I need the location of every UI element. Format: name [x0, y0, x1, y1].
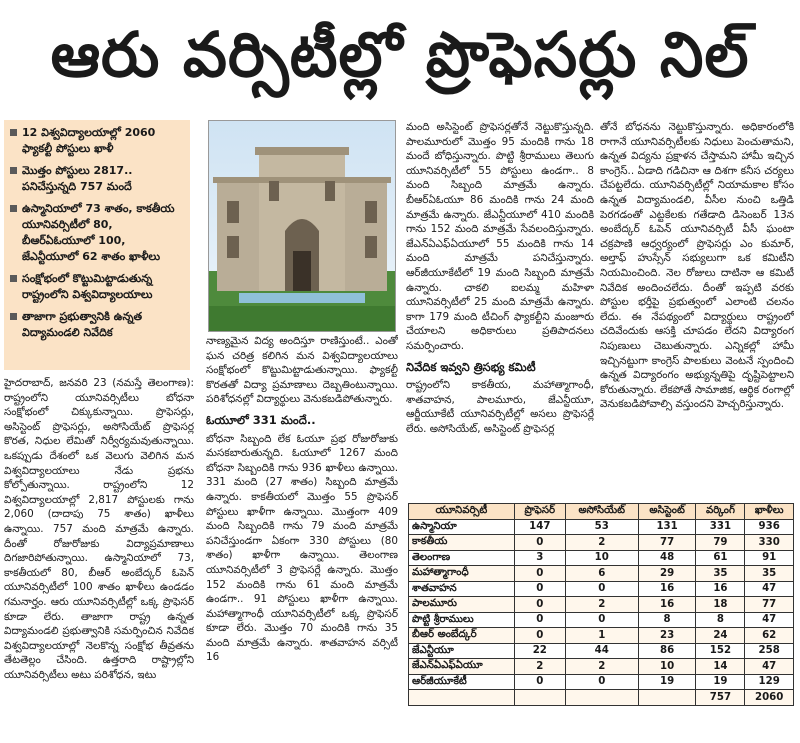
- vacancy-count: 47: [745, 581, 794, 597]
- professor-count: 0: [514, 581, 565, 597]
- vacancy-count: 47: [745, 659, 794, 675]
- bullet-square-icon: [10, 167, 17, 174]
- highlight-text: సంక్షోభంలో కొట్టుమిట్టాడుతున్న రాష్ట్రంలోని విశ్వవిద్యాలయాలు: [22, 272, 153, 301]
- associate-count: 10: [565, 550, 638, 566]
- highlight-text: మొత్తం పోస్టులు 2817.. పనిచేస్తున్నది 757 మందే: [22, 164, 133, 193]
- assistant-count: 29: [638, 566, 696, 582]
- vacancy-count: 35: [745, 566, 794, 582]
- vacancy-count: 129: [745, 674, 794, 690]
- vacancy-count: 330: [745, 535, 794, 551]
- assistant-count: 16: [638, 581, 696, 597]
- article-column-2: [206, 334, 398, 740]
- table-row: [409, 597, 794, 613]
- article-paragraph: నాణ్యమైన విద్య అందిస్తూ రాణిస్తుంటే.. ఎంతో ఘన చరిత్ర కలిగిన మన విశ్వవిద్యాలయాలు సంక్షోభంలో కొట్టుమిట్టాడుతున్నాయి. ఫ్యాకల్టీ కొరతతో విద్యా ప్రమాణాలు దెబ్బతింటున్నాయి. పరిశోధనల్లో విద్యార్థులు వెనుకబడిపోతున్నారు.: [206, 335, 398, 406]
- highlights-box: [4, 120, 190, 370]
- table-row: [409, 612, 794, 628]
- vacancy-count: 258: [745, 643, 794, 659]
- table-row: [409, 643, 794, 659]
- column-header: యూనివర్సిటీ: [409, 504, 515, 520]
- associate-count: 2: [565, 597, 638, 613]
- total-working: 757: [696, 690, 745, 706]
- table-row: [409, 535, 794, 551]
- working-count: 35: [696, 566, 745, 582]
- article-paragraph: మంది అసిస్టెంట్ ప్రొఫెసర్లతోనే నెట్టుకొస్తున్నది. పాలమూరులో మొత్తం 95 మందికి గాను 18 మందే బోధిస్తున్నారు. పొట్టి శ్రీరాములు తెలుగు యూనివర్సిటీలో 55 పోస్టులు ఉండగా.. 8 మంది సిబ్బంది మాత్రమే ఉన్నారు. బీఆర్‌ఏఓయూ 86 మందికి గాను 24 మంది మాత్రమే ఉన్నారు. జేఎన్టీయూలో 410 మందికి గాను 152 మంది మాత్రమే సేవలందిస్తున్నారు. జేఎన్‌ఏఎఫ్‌ఏయూలో 55 మందికి గాను 14 మంది మాత్రమే పనిచేస్తున్నారు. ఆర్‌జీయూకేటీలో 19 మంది సిబ్బంది మాత్రమే ఉన్నారు. చాకలి ఐలమ్మ మహిళా యూనివర్సిటీలో 25 మంది మాత్రమే ఉన్నారు. కాగా 179 మంది టీచింగ్ ఫ్యాకల్టీని మంజూరు చేయాలని అధికారులు ప్రతిపాదనలు సమర్పించారు.: [406, 121, 594, 352]
- university-name: తెలంగాణ: [409, 550, 515, 566]
- highlight-item: [8, 271, 184, 303]
- bullet-square-icon: [10, 275, 17, 282]
- vacancy-count: 936: [745, 519, 794, 535]
- highlight-item: [8, 201, 184, 265]
- assistant-count: 131: [638, 519, 696, 535]
- associate-count: 0: [565, 581, 638, 597]
- working-count: 18: [696, 597, 745, 613]
- headline: ఆరు వర్సిటీల్లో ప్రొఫెసర్లు నిల్: [50, 18, 750, 91]
- assistant-count: 8: [638, 612, 696, 628]
- professor-count: 147: [514, 519, 565, 535]
- table-row: [409, 581, 794, 597]
- associate-count: 1: [565, 628, 638, 644]
- vacancy-count: 77: [745, 597, 794, 613]
- university-name: పాలమూరు: [409, 597, 515, 613]
- vacancy-count: 62: [745, 628, 794, 644]
- osmania-building-image: [209, 121, 395, 331]
- total-cell: [638, 690, 696, 706]
- highlight-item: [8, 309, 184, 341]
- total-vacancies: 2060: [745, 690, 794, 706]
- article-paragraph: బోధనా సిబ్బంది లేక ఓయూ ప్రభ రోజురోజుకు మసకబారుతున్నది. ఓయూలో 1267 మంది బోధనా సిబ్బందికి గాను 936 ఖాళీలు ఉన్నాయి. 331 మంది (27 శాతం) సిబ్బంది మాత్రమే ఉన్నారు. కాకతీయలో మొత్తం 55 ప్రొఫెసర్ పోస్టులు ఖాళీగా ఉన్నాయి. మొత్తంగా 409 మంది సిబ్బందికి గాను 79 మంది మాత్రమే పనిచేస్తుండగా ఏకంగా 330 పోస్టులు (80 శాతం) ఖాళీగా ఉన్నాయి. తెలంగాణ యూనివర్సిటీలో 3 ప్రొఫెసర్లే ఉన్నారు. మొత్తం 152 మందికి గాను 61 మంది మాత్రమే ఉండగా.. 91 పోస్టులు ఖాళీగా ఉన్నాయి. మహాత్మాగాంధీ యూనివర్సిటీలో ఒక్క ప్రొఫెసర్ కూడా లేరు. మొత్తం 70 మందికి గాను 35 మంది మాత్రమే ఉన్నారు. శాతవాహన వర్సిటీ 16: [206, 432, 398, 664]
- assistant-count: 86: [638, 643, 696, 659]
- working-count: 8: [696, 612, 745, 628]
- highlight-item: [8, 125, 184, 157]
- table-total-row: [409, 690, 794, 706]
- university-name: మహాత్మాగాంధీ: [409, 566, 515, 582]
- university-name: జేఎన్టీయూ: [409, 643, 515, 659]
- article-column-1: [4, 376, 194, 740]
- highlight-text: తాజాగా ప్రభుత్వానికి ఉన్నత విద్యామండలి నివేదిక: [22, 310, 143, 339]
- working-count: 16: [696, 581, 745, 597]
- highlight-text: ఉస్మానియాలో 73 శాతం, కాకతీయ యూనివర్సిటీలో 80, బీఆర్‌ఏఓయూలో 100, జేఎన్టీయూలో 62 శాతం ఖాళీలు: [22, 202, 175, 263]
- column-header: అసోసియేట్: [565, 504, 638, 520]
- professor-count: 0: [514, 628, 565, 644]
- working-count: 152: [696, 643, 745, 659]
- table-row: [409, 550, 794, 566]
- table-row: [409, 519, 794, 535]
- table-row: [409, 674, 794, 690]
- working-count: 24: [696, 628, 745, 644]
- article-column-4: [600, 120, 794, 498]
- total-cell: [409, 690, 515, 706]
- working-count: 79: [696, 535, 745, 551]
- professor-count: 0: [514, 674, 565, 690]
- working-count: 331: [696, 519, 745, 535]
- professor-count: 2: [514, 659, 565, 675]
- associate-count: 6: [565, 566, 638, 582]
- university-name: ఉస్మానియా: [409, 519, 515, 535]
- associate-count: 44: [565, 643, 638, 659]
- total-cell: [514, 690, 565, 706]
- column-header: ప్రొఫెసర్: [514, 504, 565, 520]
- bullet-square-icon: [10, 129, 17, 136]
- associate-count: 0: [565, 612, 638, 628]
- column-header: అసిస్టెంట్: [638, 504, 696, 520]
- table-row: [409, 566, 794, 582]
- professor-count: 0: [514, 566, 565, 582]
- bullet-square-icon: [10, 205, 17, 212]
- column-header: ఖాళీలు: [745, 504, 794, 520]
- professor-count: 0: [514, 612, 565, 628]
- university-name: జేఎన్‌ఏఎఫ్‌ఏయూ: [409, 659, 515, 675]
- associate-count: 53: [565, 519, 638, 535]
- associate-count: 2: [565, 535, 638, 551]
- assistant-count: 10: [638, 659, 696, 675]
- table-row: [409, 659, 794, 675]
- university-name: పొట్టి శ్రీరాములు: [409, 612, 515, 628]
- vacancy-count: 47: [745, 612, 794, 628]
- assistant-count: 19: [638, 674, 696, 690]
- assistant-count: 77: [638, 535, 696, 551]
- working-count: 19: [696, 674, 745, 690]
- working-count: 61: [696, 550, 745, 566]
- working-count: 14: [696, 659, 745, 675]
- assistant-count: 16: [638, 597, 696, 613]
- professor-count: 0: [514, 535, 565, 551]
- university-name: శాతవాహన: [409, 581, 515, 597]
- article-paragraph: రాష్ట్రంలోని కాకతీయ, మహాత్మాగాంధీ, శాతవాహన, పాలమూరు, జేఎన్టీయూ, ఆర్జీయూకేటీ యూనివర్సిటీల్లో అసలు ప్రొఫెసర్లే లేరు. అసోసియేట్, అసిస్టెంట్ ప్రొఫెసర్ల: [406, 379, 594, 435]
- professor-count: 3: [514, 550, 565, 566]
- assistant-count: 23: [638, 628, 696, 644]
- subheading: నివేదిక ఇవ్వని త్రిసభ్య కమిటీ: [406, 359, 536, 374]
- university-name: కాకతీయ: [409, 535, 515, 551]
- highlight-item: [8, 163, 184, 195]
- vacancy-count: 91: [745, 550, 794, 566]
- professor-count: 22: [514, 643, 565, 659]
- article-paragraph: తోనే బోధనను నెట్టుకొస్తున్నారు. అధికారంలోకి రాగానే యూనివర్సిటీలకు నిధులు పెంచుతామని, ఉన్నత విద్యను ప్రక్షాళన చేస్తామని హామీ ఇచ్చిన కాంగ్రెస్.. ఏడాది గడిచినా ఆ దిశగా కనీస చర్యలు చేపట్టలేదు. యూనివర్సిటీల్లో నియామకాల కోసం ఉన్నత విద్యామండలి, వీసీల నుంచి ఒత్తిడి పెరగడంతో ఎట్టకేలకు గతేడాది డిసెంబర్ 13న అంబేద్కర్ ఓపెన్ యూనివర్సిటీ వీసీ ఘంటా చక్రపాణి ఆధ్వర్యంలో ప్రొఫెసర్లు ఎం కుమార్, అల్తాఫ్ హుస్సేన్ సభ్యులుగా ఒక కమిటీని నియమించింది. నెల రోజులు దాటినా ఆ కమిటీ నివేదిక అందించలేదు. దీంతో ఇప్పటి వరకు పోస్టుల భర్తీపై ప్రభుత్వంలో ఎలాంటి చలనం లేదు. ఈ నేపథ్యంలో విద్యార్థులు రాష్ట్రంలో చదివేందుకు ఆసక్తి చూపడం లేదని విద్యారంగ నిపుణులు చెబుతున్నారు. ఎన్నికల్లో హామీ ఇచ్చినట్టుగా కాంగ్రెస్ పాలకులు వెంటనే స్పందించి ఉన్నత విద్యారంగం అభ్యున్నతిపై దృష్టిపెట్టాలని కోరుతున్నారు. లేకపోతే సామాజిక, ఆర్థిక రంగాల్లో వెనుకబడిపోవాల్సి వస్తుందని హెచ్చరిస్తున్నారు.: [600, 121, 794, 411]
- table-header-row: [409, 504, 794, 520]
- column-header: వర్కింగ్: [696, 504, 745, 520]
- associate-count: 0: [565, 674, 638, 690]
- subheading: ఓయూలో 331 మందే..: [206, 412, 316, 427]
- article-paragraph: హైదరాబాద్, జనవరి 23 (నమస్తే తెలంగాణ): రాష్ట్రంలోని యూనివర్సిటీలు బోధనా సంక్షోభంలో చిక్కుకున్నాయి. ప్రొఫెసర్లు, అసిస్టెంట్ ప్రొఫెసర్లు, అసోసియేట్ ప్రొఫెసర్ల కొరత, నిధుల లేమితో నిర్వీర్యమవుతున్నాయి. ఒకప్పుడు దేశంలో ఒక వెలుగు వెలిగిన మన విశ్వవిద్యాలయాలు నేడు ప్రభను కోల్పోతున్నాయి. రాష్ట్రంలోని 12 విశ్వవిద్యాలయాల్లో 2,817 పోస్టులకు గాను 2,060 (దాదాపు 75 శాతం) ఖాళీలు ఉన్నాయి. 757 మంది మాత్రమే ఉన్నారు. దీంతో రోజురోజుకు విద్యాప్రమాణాలు దిగజారిపోతున్నాయి. ఉస్మానియాలో 73, కాకతీయలో 80, బీఆర్ అంబేద్కర్ ఓపెన్ యూనివర్సిటీలో 100 శాతం ఖాళీలు ఉండడం గమనార్హం. ఆరు యూనివర్సిటీల్లో ఒక్క ప్రొఫెసర్ కూడా లేరు. తాజాగా రాష్ట్ర ఉన్నత విద్యామండలి ప్రభుత్వానికి సమర్పించిన నివేదిక విశ్వవిద్యాలయాల్లో నెలకొన్న సంక్షోభ తీవ్రతను తేటతెల్లం చేసింది. ఉత్తరాది రాష్ట్రాల్లోని యూనివర్సిటీలు అటు పరిశోధన, ఇటు: [4, 377, 194, 681]
- table-row: [409, 628, 794, 644]
- bullet-square-icon: [10, 313, 17, 320]
- faculty-vacancy-table: [408, 503, 794, 706]
- university-name: బీఆర్ అంబేద్కర్: [409, 628, 515, 644]
- university-name: ఆర్‌జీయూకేటీ: [409, 674, 515, 690]
- assistant-count: 48: [638, 550, 696, 566]
- professor-count: 0: [514, 597, 565, 613]
- highlight-text: 12 విశ్వవిద్యాలయాల్లో 2060 ఫ్యాకల్టీ పోస్టులు ఖాళీ: [22, 126, 156, 155]
- total-cell: [565, 690, 638, 706]
- associate-count: 2: [565, 659, 638, 675]
- article-column-3: [406, 120, 594, 500]
- university-building-photo: [208, 120, 396, 332]
